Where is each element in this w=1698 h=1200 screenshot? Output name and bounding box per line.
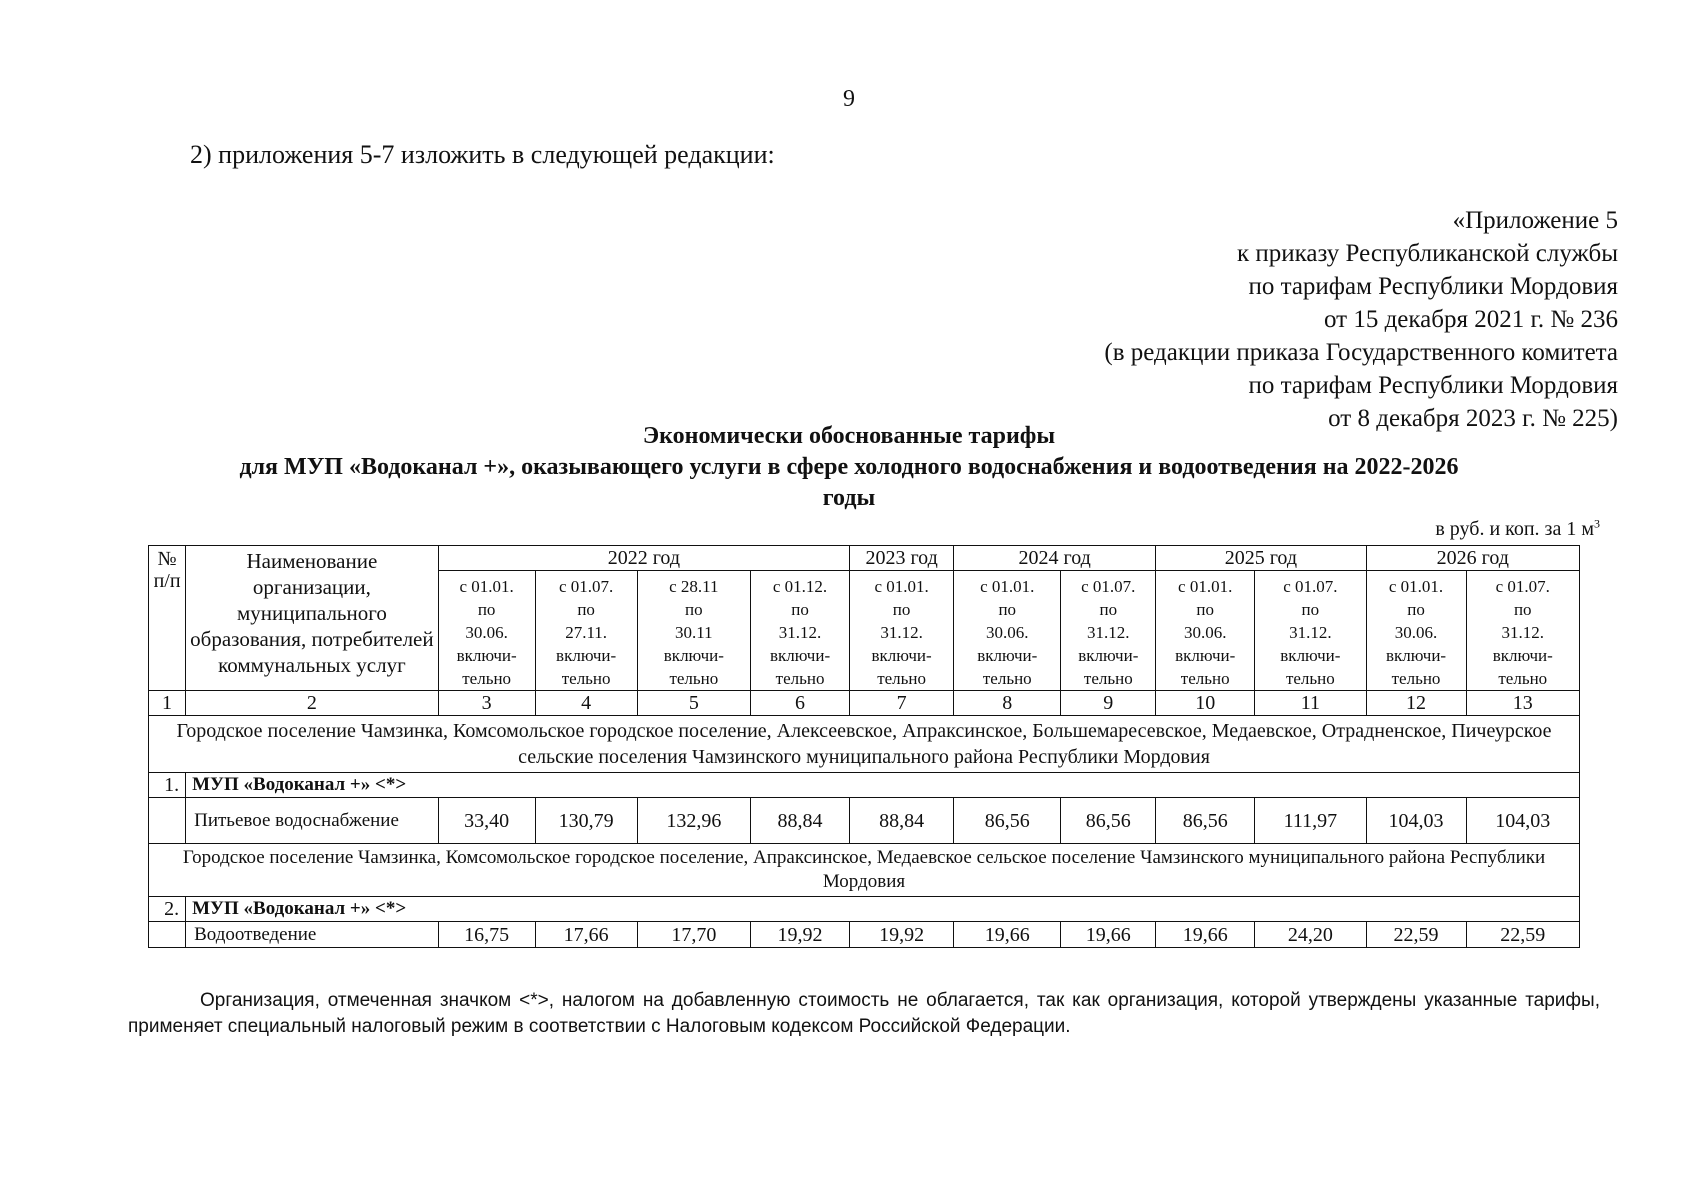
- tariff-value-cell: 130,79: [535, 798, 637, 844]
- period-line: включи-: [1078, 646, 1139, 665]
- period-line: по: [477, 600, 496, 619]
- period-line: с 01.07.: [1495, 577, 1550, 596]
- period-line: включи-: [456, 646, 517, 665]
- period-line: тельно: [462, 669, 512, 688]
- tariff-value-cell: 19,66: [1061, 922, 1156, 948]
- column-index-cell: 1: [149, 691, 186, 716]
- period-line: тельно: [1285, 669, 1335, 688]
- tariff-value-cell: 22,59: [1366, 922, 1466, 948]
- period-header-cell: [1255, 571, 1366, 691]
- tariff-value-cell: 19,92: [751, 922, 850, 948]
- appendix-line: от 8 декабря 2023 г. № 225): [1328, 405, 1618, 432]
- period-line: по: [1513, 600, 1532, 619]
- name-header: Наименование организации, муниципального образования, потребителей коммунальных услуг: [186, 546, 439, 691]
- period-line: 31.12.: [1087, 623, 1130, 642]
- column-index-cell: 10: [1156, 691, 1255, 716]
- period-header-cell: [1366, 571, 1466, 691]
- period-line: с 28.11: [669, 577, 719, 596]
- period-header-cell: [535, 571, 637, 691]
- period-line: включи-: [871, 646, 932, 665]
- period-line: 31.12.: [778, 623, 822, 642]
- tariff-value-cell: 24,20: [1255, 922, 1366, 948]
- tariff-value-cell: 33,40: [438, 798, 535, 844]
- number-header: № п/п: [149, 546, 186, 691]
- period-header-cell: [1061, 571, 1156, 691]
- period-line: 30.06.: [986, 623, 1029, 642]
- column-index-cell: 4: [535, 691, 637, 716]
- period-line: тельно: [1083, 669, 1133, 688]
- period-line: с 01.07.: [558, 577, 614, 596]
- period-line: по: [1407, 600, 1425, 619]
- period-line: 31.12.: [1289, 623, 1332, 642]
- period-line: тельно: [982, 669, 1032, 688]
- tariff-value-cell: 104,03: [1466, 798, 1579, 844]
- period-line: с 01.01.: [874, 577, 929, 596]
- tariff-value-cell: 86,56: [1156, 798, 1255, 844]
- period-header-cell: [637, 571, 750, 691]
- period-line: 30.06.: [1394, 623, 1438, 642]
- period-line: 27.11.: [565, 623, 608, 642]
- period-line: с 01.12.: [772, 577, 828, 596]
- column-index-cell: 11: [1255, 691, 1366, 716]
- period-line: тельно: [1180, 669, 1230, 688]
- tariff-value-cell: 19,66: [954, 922, 1061, 948]
- period-line: включи-: [1280, 646, 1341, 665]
- period-line: включи-: [977, 646, 1038, 665]
- index-row: [149, 691, 1580, 716]
- service-row: [149, 798, 1580, 844]
- organization-row: [149, 773, 1580, 798]
- year-header: 2024 год: [954, 546, 1156, 571]
- period-line: по: [998, 600, 1017, 619]
- title-line: для МУП «Водоканал +», оказывающего услуги в сфере холодного водоснабжения и водоотведения на 2022-2026: [239, 454, 1459, 480]
- period-line: 30.06.: [465, 623, 508, 642]
- period-line: по: [791, 600, 809, 619]
- period-line: с 01.07.: [1081, 577, 1136, 596]
- year-header: 2023 год: [850, 546, 954, 571]
- document-title: [0, 421, 1698, 514]
- period-line: тельно: [877, 669, 926, 688]
- service-cell: Водоотведение: [186, 922, 439, 948]
- appendix-line: по тарифам Республики Мордовия: [1248, 372, 1618, 399]
- column-index-cell: 7: [850, 691, 954, 716]
- units-superscript: 3: [1594, 516, 1600, 531]
- column-index-cell: 9: [1061, 691, 1156, 716]
- organization-cell: МУП «Водоканал +» <*>: [186, 897, 1580, 922]
- tariff-value-cell: 86,56: [1061, 798, 1156, 844]
- appendix-line: (в редакции приказа Государственного комитета: [1104, 339, 1618, 366]
- page-number: 9: [843, 86, 855, 112]
- period-line: с 01.07.: [1283, 577, 1338, 596]
- period-line: 31.12.: [1501, 623, 1545, 642]
- period-header-cell: [438, 571, 535, 691]
- empty-cell: [149, 798, 186, 844]
- tariff-value-cell: 104,03: [1366, 798, 1466, 844]
- period-line: тельно: [775, 669, 825, 688]
- tariff-value-cell: 88,84: [850, 798, 954, 844]
- tariff-value-cell: 16,75: [438, 922, 535, 948]
- period-line: включи-: [663, 646, 724, 665]
- service-row: [149, 922, 1580, 948]
- organization-cell: МУП «Водоканал +» <*>: [186, 773, 1580, 798]
- tariff-value-cell: 19,92: [850, 922, 954, 948]
- tariff-value-cell: 88,84: [751, 798, 850, 844]
- period-line: по: [577, 600, 595, 619]
- period-header-cell: [850, 571, 954, 691]
- period-line: 30.06.: [1183, 623, 1227, 642]
- appendix-block: [1104, 204, 1618, 435]
- territory-cell: Городское поселение Чамзинка, Комсомольское городское поселение, Алексеевское, Апраксинское, Большемаресевское, Медаевское, Отрадненское, Пичеурское сельские поселения Чамзинского муниципального района Республики Мордовия: [149, 716, 1580, 773]
- column-index-cell: 13: [1466, 691, 1579, 716]
- period-line: 31.12.: [880, 623, 923, 642]
- year-header: 2022 год: [438, 546, 849, 571]
- column-index-cell: 5: [637, 691, 750, 716]
- year-header: 2026 год: [1366, 546, 1579, 571]
- year-header: 2025 год: [1156, 546, 1366, 571]
- appendix-line: от 15 декабря 2021 г. № 236: [1323, 306, 1618, 333]
- period-line: с 01.01.: [459, 577, 514, 596]
- tariff-value-cell: 132,96: [637, 798, 750, 844]
- tariff-value-cell: 17,70: [637, 922, 750, 948]
- row-number: 1.: [149, 773, 186, 798]
- units-label: [1435, 518, 1600, 541]
- tariff-value-cell: 22,59: [1466, 922, 1579, 948]
- period-line: по: [1099, 600, 1118, 619]
- period-line: с 01.01.: [980, 577, 1035, 596]
- footnote: Организация, отмеченная значком <*>, налогом на добавленную стоимость не облагается, так как организация, которой утверждены указанные тарифы, применяет специальный налоговый режим в соответствии с Налоговым кодексом Российской Федерации.: [128, 990, 1600, 1037]
- period-line: включи-: [1385, 646, 1447, 665]
- title-line: годы: [822, 485, 876, 511]
- territory-row: [149, 844, 1580, 897]
- period-line: включи-: [769, 646, 831, 665]
- period-header-cell: [954, 571, 1061, 691]
- period-line: тельно: [669, 669, 719, 688]
- tariff-value-cell: 111,97: [1255, 798, 1366, 844]
- period-line: по: [1196, 600, 1214, 619]
- column-index-cell: 2: [186, 691, 439, 716]
- appendix-line: к приказу Республиканской службы: [1236, 240, 1618, 267]
- appendix-line: по тарифам Республики Мордовия: [1248, 273, 1618, 300]
- column-index-cell: 3: [438, 691, 535, 716]
- period-header-cell: [751, 571, 850, 691]
- period-line: 30.11: [675, 623, 713, 642]
- period-header-cell: [1466, 571, 1579, 691]
- period-line: по: [892, 600, 911, 619]
- tariff-value-cell: 17,66: [535, 922, 637, 948]
- organization-row: [149, 897, 1580, 922]
- period-line: включи-: [556, 646, 617, 665]
- territory-row: [149, 716, 1580, 773]
- period-line: по: [1301, 600, 1320, 619]
- period-line: тельно: [1498, 669, 1548, 688]
- period-line: по: [685, 600, 703, 619]
- period-line: тельно: [1391, 669, 1441, 688]
- period-line: с 01.01.: [1388, 577, 1444, 596]
- period-header-cell: [1156, 571, 1255, 691]
- period-line: включи-: [1492, 646, 1553, 665]
- period-line: тельно: [561, 669, 611, 688]
- title-line: Экономически обоснованные тарифы: [642, 423, 1056, 449]
- column-index-cell: 12: [1366, 691, 1466, 716]
- units-text: в руб. и коп. за 1 м: [1435, 518, 1594, 540]
- empty-cell: [149, 922, 186, 948]
- column-index-cell: 8: [954, 691, 1061, 716]
- appendix-line: «Приложение 5: [1452, 207, 1618, 234]
- territory-cell: Городское поселение Чамзинка, Комсомольское городское поселение, Апраксинское, Медаевское сельское поселение Чамзинского муниципального района Республики Мордовия: [149, 844, 1580, 897]
- service-cell: Питьевое водоснабжение: [186, 798, 439, 844]
- tariff-value-cell: 19,66: [1156, 922, 1255, 948]
- period-line: включи-: [1175, 646, 1236, 665]
- tariff-table: [148, 545, 1580, 948]
- tariff-value-cell: 86,56: [954, 798, 1061, 844]
- period-line: с 01.01.: [1178, 577, 1233, 596]
- year-header-row: [149, 546, 1580, 571]
- row-number: 2.: [149, 897, 186, 922]
- column-index-cell: 6: [751, 691, 850, 716]
- intro-text: 2) приложения 5-7 изложить в следующей редакции:: [190, 140, 775, 169]
